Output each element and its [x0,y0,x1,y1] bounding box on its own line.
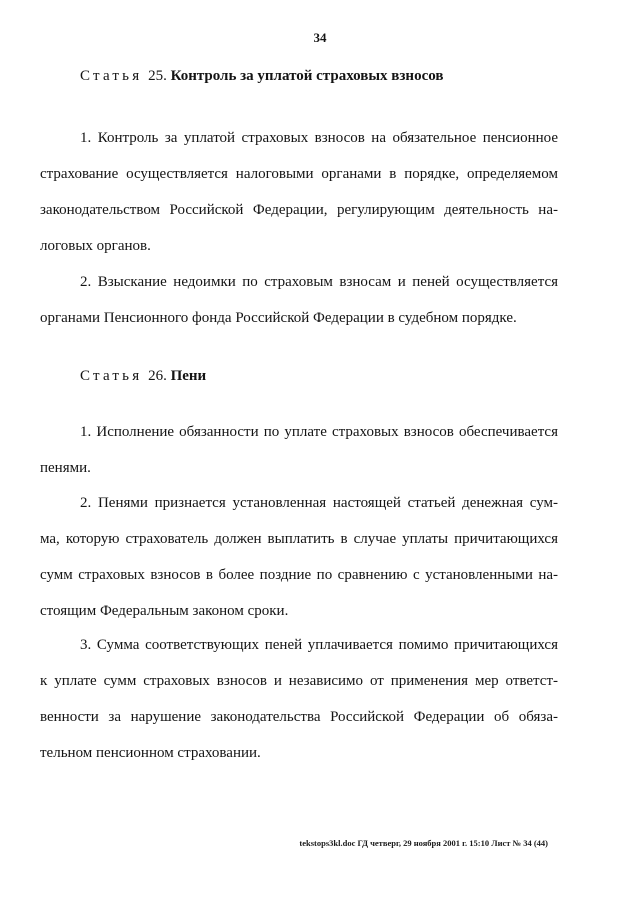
article-title: Пени [170,368,207,384]
article-label: Статья [80,368,143,384]
paragraph-line: 1. Контроль за уплатой страховых взносов на обязательное пенсионное [80,130,558,146]
paragraph-line: 3. Сумма соответствующих пеней уплачивается помимо причитающихся [80,637,558,653]
paragraph-line: стоящим Федеральным законом сроки. [40,603,289,619]
article-26-paragraph-2 [40,485,558,629]
article-25-paragraph-2 [40,264,558,336]
paragraph-line: венности за нарушение законодательства Российской Федерации об обяза- [40,709,558,725]
paragraph-line: тельном пенсионном страховании. [40,745,261,761]
article-title: Контроль за уплатой страховых взносов [170,68,444,84]
paragraph-line: логовых органов. [40,238,151,254]
article-26-heading [80,368,206,385]
paragraph-line: сумм страховых взносов в более поздние по сравнению с установленными на- [40,567,558,583]
article-26-paragraph-1 [40,414,558,486]
article-number: 25. [148,68,167,84]
paragraph-line: ма, которую страхователь должен выплатить в случае уплаты причитающихся [40,531,558,547]
article-label: Статья [80,68,143,84]
page-number: 34 [313,30,327,45]
paragraph-line: законодательством Российской Федерации, регулирующим деятельность на- [40,202,558,218]
paragraph-line: пенями. [40,460,91,476]
paragraph-line: органами Пенсионного фонда Российской Федерации в судебном порядке. [40,310,517,326]
article-number: 26. [148,368,167,384]
article-25-paragraph-1 [40,120,558,264]
article-25-heading [80,68,443,85]
document-footer: tekstops3kl.doc ГД четверг, 29 ноября 2001 г. 15:10 Лист № 34 (44) [299,838,548,848]
paragraph-line: к уплате сумм страховых взносов и независимо от применения мер ответст- [40,673,558,689]
paragraph-line: 2. Пенями признается установленная настоящей статьей денежная сум- [80,495,558,511]
paragraph-line: страхование осуществляется налоговыми органами в порядке, определяемом [40,166,558,182]
article-26-paragraph-3 [40,627,558,771]
paragraph-line: 2. Взыскание недоимки по страховым взносам и пеней осуществляется [80,274,558,290]
paragraph-line: 1. Исполнение обязанности по уплате страховых взносов обеспечивается [80,424,558,440]
